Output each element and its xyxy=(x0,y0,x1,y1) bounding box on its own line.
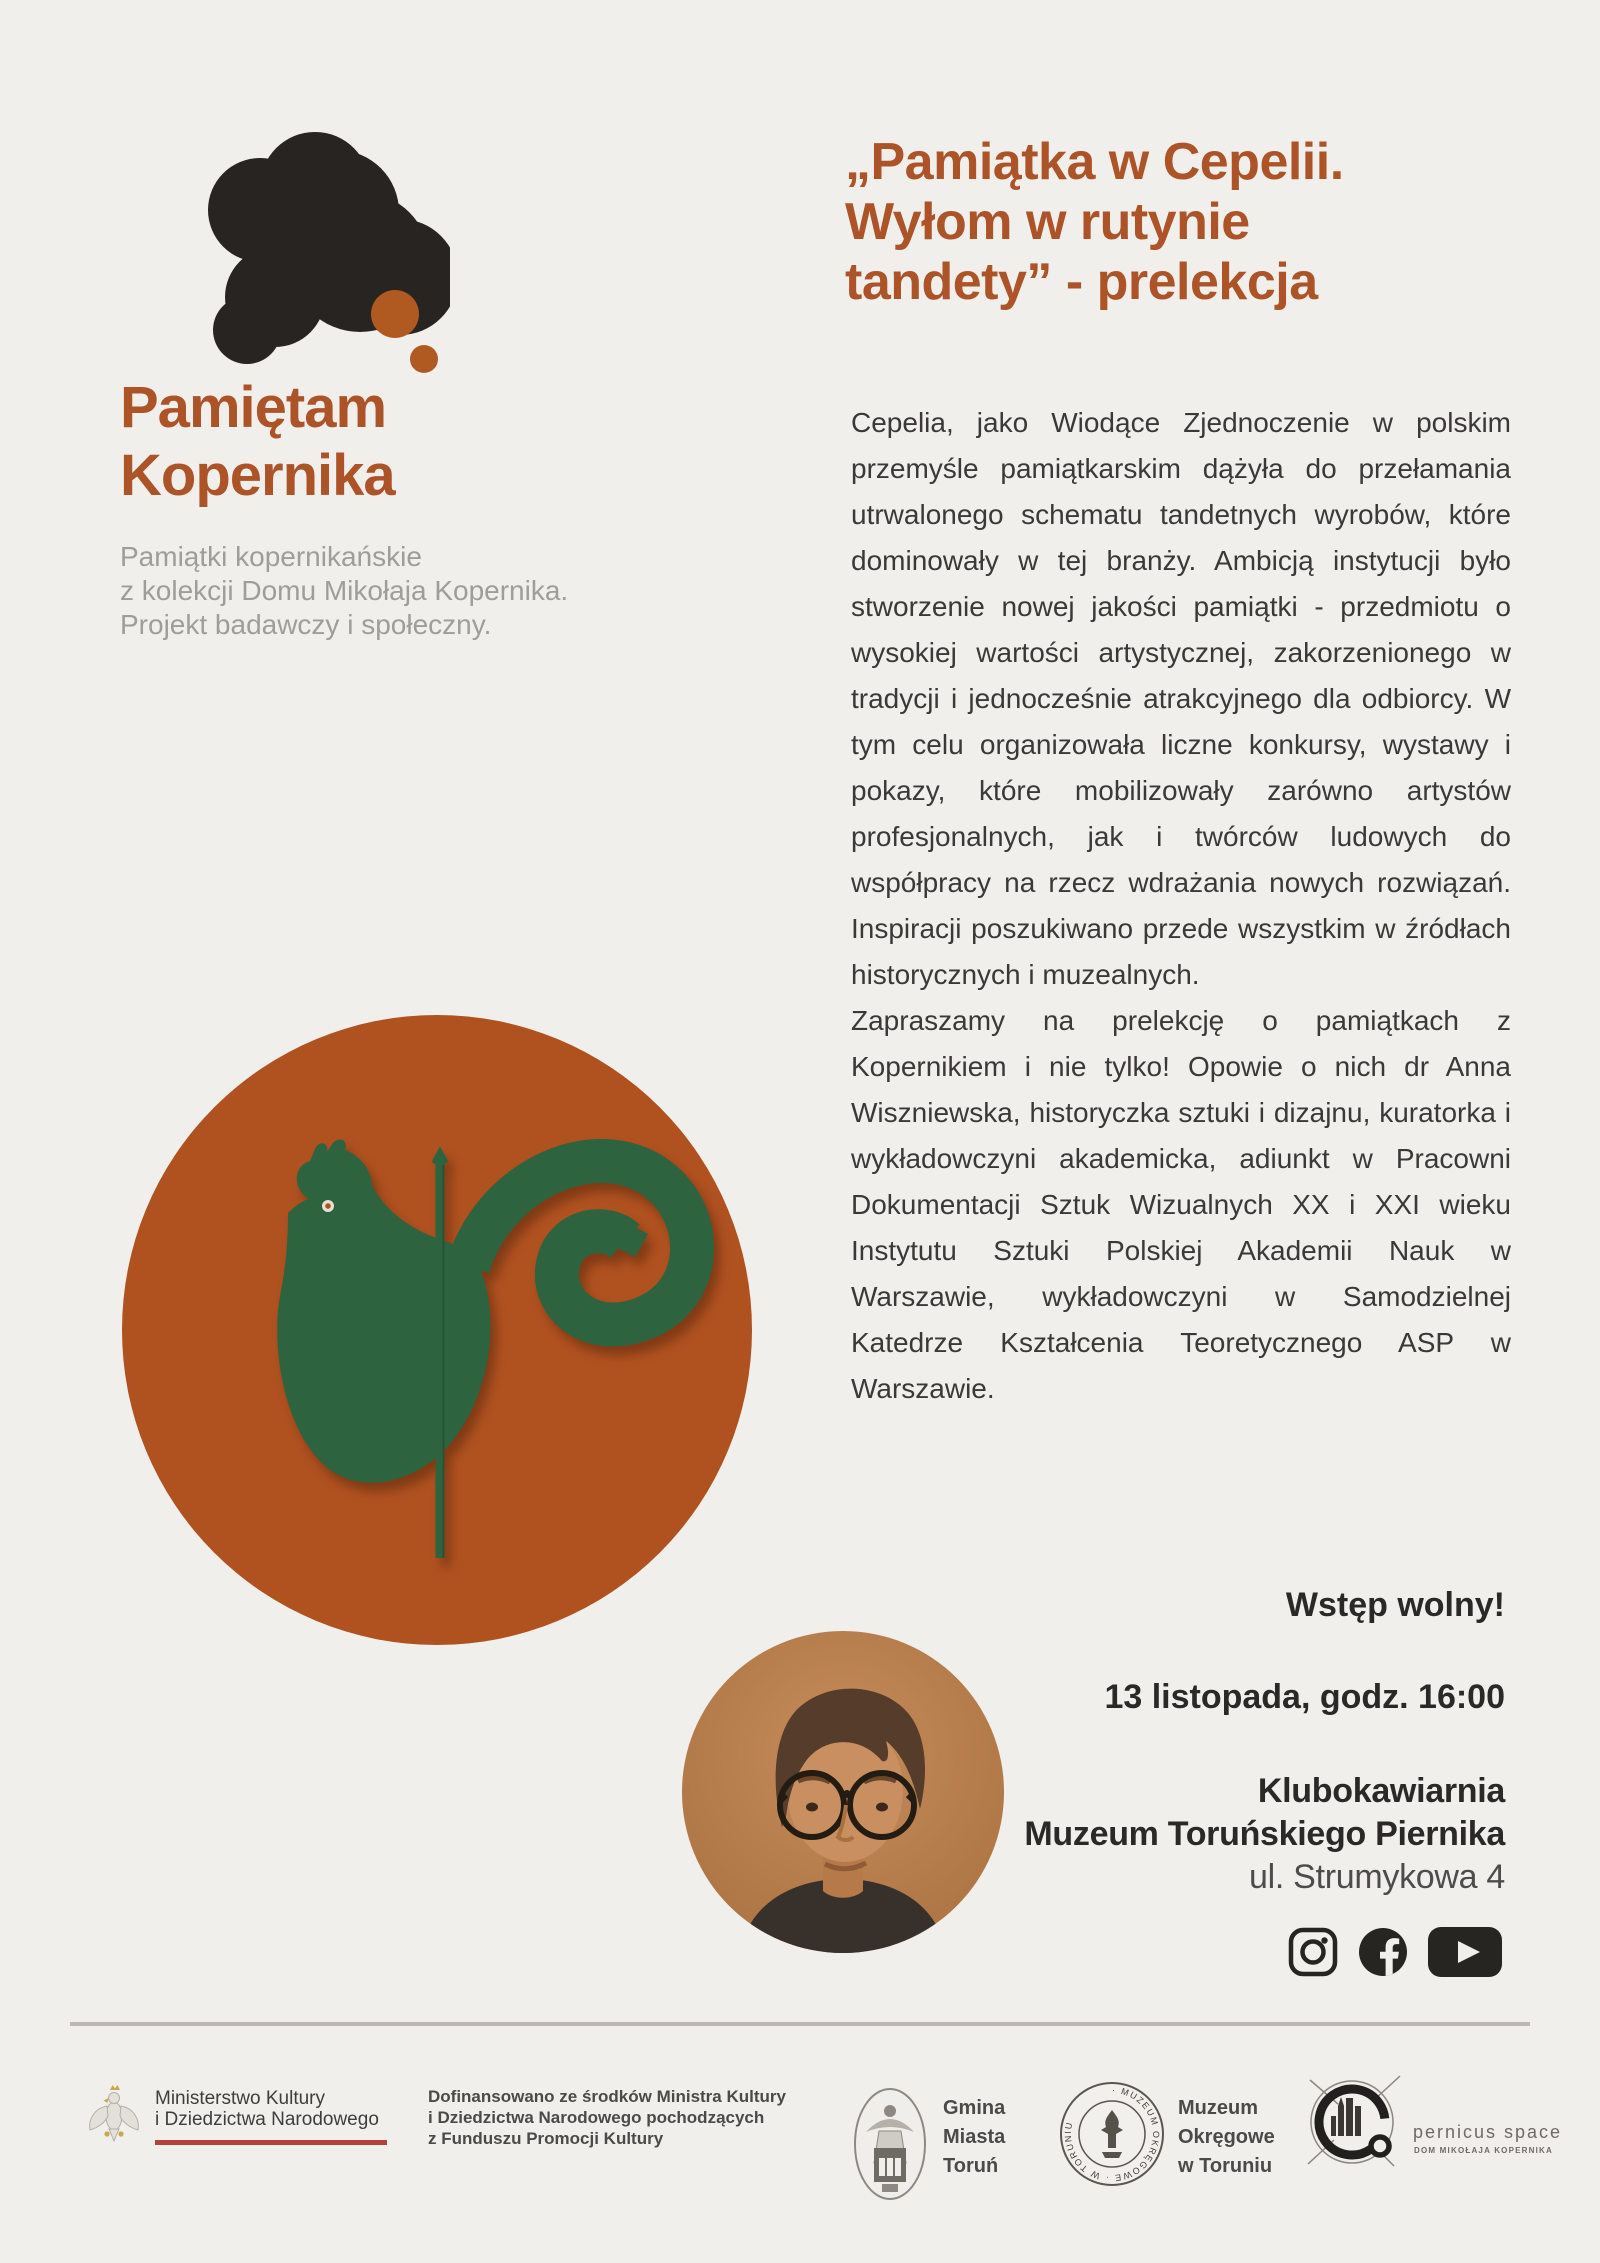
ministry-name-line: Ministerstwo Kultury xyxy=(155,2088,325,2109)
thought-dot-large xyxy=(371,290,419,338)
copernicus-space-logo-icon xyxy=(1298,2070,1418,2174)
youtube-icon[interactable] xyxy=(1428,1926,1502,1978)
event-title xyxy=(845,132,1525,312)
muzeum-label-line: w Toruniu xyxy=(1178,2155,1273,2177)
gmina-label-line: Toruń xyxy=(943,2155,999,2177)
admission-note: Wstęp wolny! xyxy=(1285,1586,1505,1624)
muzeum-seal-text: · MUZEUM OKRĘGOWE · W TORUNIU xyxy=(1062,2084,1162,2184)
funding-line: z Funduszu Promocji Kultury xyxy=(428,2129,664,2148)
thought-cloud-logo-icon xyxy=(110,92,450,392)
brand-name xyxy=(120,374,395,510)
thought-dot-small xyxy=(410,345,438,373)
muzeum-label-line: Okręgowe xyxy=(1178,2126,1275,2148)
venue-address: ul. Strumykowa 4 xyxy=(1249,1858,1505,1896)
event-title-line: Wyłom w rutynie xyxy=(845,193,1250,251)
event-description xyxy=(851,400,1511,1412)
gmina-label-line: Gmina xyxy=(943,2097,1006,2119)
rooster-weathervane-graphic xyxy=(122,1015,752,1645)
brand-tagline-line: Pamiątki kopernikańskie xyxy=(120,541,422,572)
gmina-label xyxy=(943,2094,1005,2181)
speaker-portrait xyxy=(682,1631,1004,1953)
muzeum-label-line: Muzeum xyxy=(1178,2097,1258,2119)
brand-name-line: Kopernika xyxy=(120,443,395,508)
ministry-name xyxy=(155,2088,379,2130)
footer-divider xyxy=(70,2022,1530,2026)
brand-tagline-line: z kolekcji Domu Mikołaja Kopernika. xyxy=(120,575,569,606)
brand-tagline-line: Projekt badawczy i społeczny. xyxy=(120,609,492,640)
event-title-line: „Pamiątka w Cepelii. xyxy=(845,133,1344,191)
social-icons xyxy=(1288,1926,1502,1978)
venue-building: Muzeum Toruńskiego Piernika xyxy=(1024,1815,1505,1853)
event-paragraph: Cepelia, jako Wiodące Zjednoczenie w polskim przemyśle pamiątkarskim dążyła do przełamania utrwalonego schematu tandetnych wyrobów, które dominowały w tej branży. Ambicją instytucji było stworzenie nowej jakości pamiątki - przedmiotu o wysokiej wartości artystycznej, zakorzenionego w tradycji i jednocześnie atrakcyjnego dla odbiorcy. W tym celu organizowała liczne konkursy, wystawy i pokazy, które mobilizowały zarówno artystów profesjonalnych, jak i twórców ludowych do współpracy na rzecz wdrażania nowych rozwiązań. Inspiracji poszukiwano przede wszystkim w źródłach historycznych i muzealnych. xyxy=(851,407,1511,990)
event-datetime: 13 listopada, godz. 16:00 xyxy=(1104,1678,1505,1716)
copernicus-space-name: pernicus space xyxy=(1413,2122,1563,2142)
gmina-label-line: Miasta xyxy=(943,2126,1006,2148)
event-paragraph: Zapraszamy na prelekcję o pamiątkach z Kopernikiem i nie tylko! Opowie o nich dr Anna Wiszniewska, historyczka sztuki i dizajnu, kuratorka i wykładowczyni akademicka, adiunkt w Pracowni Dokumentacji Sztuk Wizualnych XX i XXI wieku Instytutu Sztuki Polskiej Akademii Nauk w Warszawie, wykładowczyni w Samodzielnej Katedrze Kształcenia Teoretycznego ASP w Warszawie. xyxy=(851,1005,1511,1404)
instagram-icon[interactable] xyxy=(1288,1927,1338,1977)
poland-eagle-icon xyxy=(84,2084,144,2148)
venue-name: Klubokawiarnia xyxy=(1257,1772,1505,1810)
muzeum-label xyxy=(1178,2094,1275,2181)
funding-note xyxy=(428,2086,786,2149)
gmina-torun-crest-icon xyxy=(852,2086,928,2204)
muzeum-okregowe-seal-icon xyxy=(1058,2080,1166,2188)
ministry-name-line: i Dziedzictwa Narodowego xyxy=(155,2109,379,2130)
facebook-icon[interactable] xyxy=(1359,1928,1407,1976)
funding-line: i Dziedzictwa Narodowego pochodzących xyxy=(428,2108,765,2127)
brand-name-line: Pamiętam xyxy=(120,375,387,440)
ministry-red-bar xyxy=(155,2140,387,2145)
funding-line: Dofinansowano ze środków Ministra Kultury xyxy=(428,2087,786,2106)
event-title-line: tandety” - prelekcja xyxy=(845,253,1318,311)
brand-tagline xyxy=(120,540,568,642)
copernicus-space-subtitle: DOM MIKOŁAJA KOPERNIKA xyxy=(1414,2146,1553,2155)
